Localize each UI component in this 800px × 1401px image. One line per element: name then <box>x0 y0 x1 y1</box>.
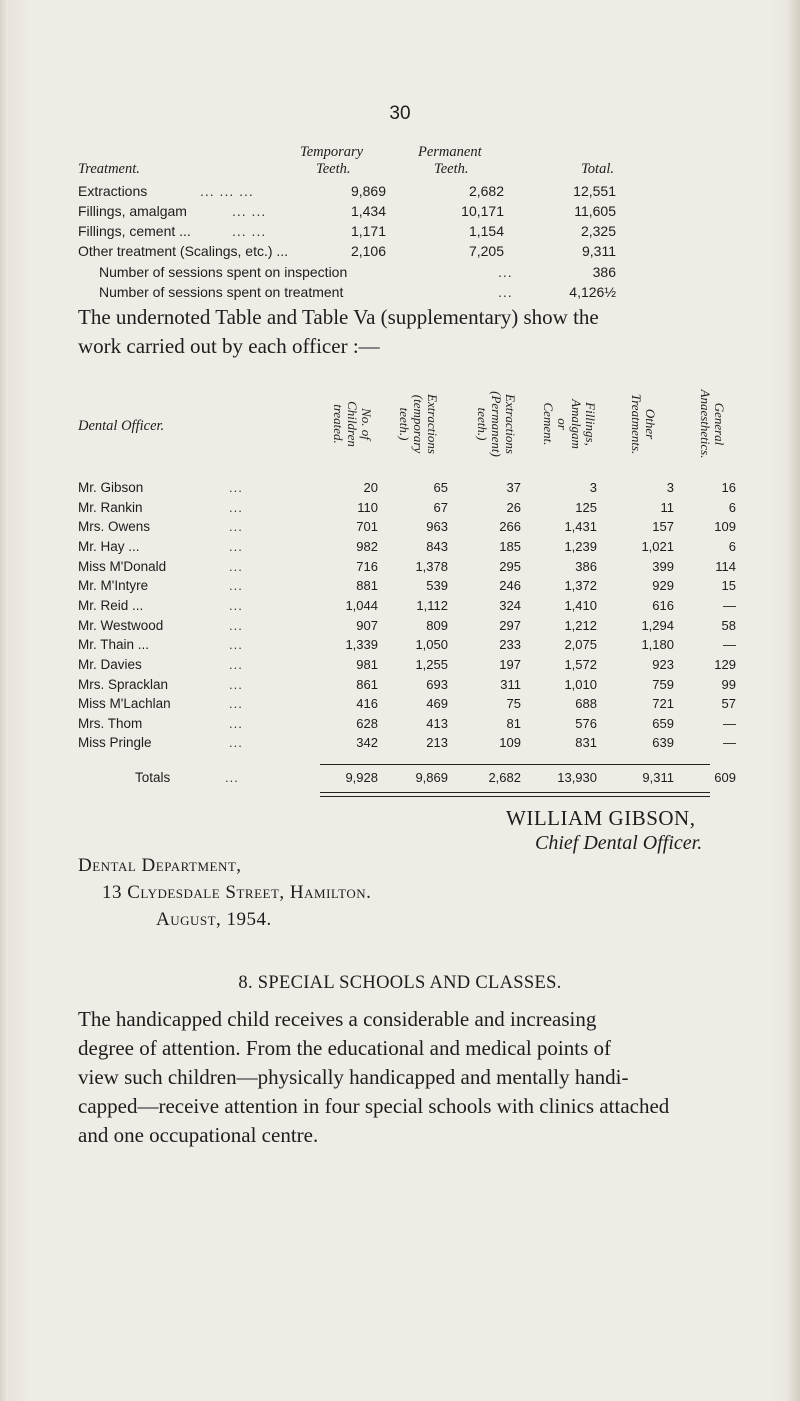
officer-row-dots: ... <box>229 677 243 692</box>
officer-row-dots: ... <box>229 519 243 534</box>
officer-row-value: 639 <box>652 735 674 750</box>
section-paragraph-line: view such children—physically handicapped and mentally handi- <box>78 1065 629 1089</box>
summary-permanent-value: 7,205 <box>468 243 504 259</box>
officer-row-value: 2,075 <box>564 637 597 652</box>
officer-row-name: Mr. Westwood <box>78 618 164 633</box>
summary-total-value: 12,551 <box>573 183 616 199</box>
officer-row-value: 157 <box>652 519 674 534</box>
officer-row-dots: ... <box>229 618 243 633</box>
officer-row-value: 616 <box>652 598 674 613</box>
summary-row-label: Fillings, cement ... <box>78 223 191 239</box>
officer-row-value: 16 <box>721 480 736 495</box>
officer-row-value: 3 <box>589 480 597 495</box>
officer-row-dots: ... <box>229 500 243 515</box>
section-paragraph-line: capped—receive attention in four special schools with clinics attached <box>78 1094 670 1118</box>
column-header <box>629 388 657 460</box>
officer-row-value: 99 <box>721 677 736 692</box>
officer-row-value: 1,021 <box>641 539 674 554</box>
officer-row-value: 1,180 <box>641 637 674 652</box>
officer-row-dots: ... <box>229 696 243 711</box>
officer-row-dots: ... <box>229 716 243 731</box>
officer-row-value: — <box>723 735 736 750</box>
totals-top-rule <box>320 764 710 765</box>
officer-row-value: 75 <box>506 696 521 711</box>
officer-row-value: 1,339 <box>345 637 378 652</box>
column-header-line: Amalgam <box>569 399 584 449</box>
officer-row-value: 1,410 <box>564 598 597 613</box>
officer-row-dots: ... <box>229 480 243 495</box>
officer-row-value: 185 <box>499 539 521 554</box>
officer-row-name: Mrs. Owens <box>78 519 151 534</box>
header-treatment: Treatment. <box>78 161 140 177</box>
officer-row-name: Mr. Hay ... <box>78 539 140 554</box>
column-header-line: Extractions <box>503 394 518 454</box>
totals-value: 609 <box>714 770 736 785</box>
officer-row-dots: ... <box>229 657 243 672</box>
officer-row-name: Mr. M'Intyre <box>78 578 149 593</box>
officer-row-value: 1,572 <box>564 657 597 672</box>
officer-row-value: 701 <box>356 519 378 534</box>
column-header <box>475 388 517 460</box>
officer-row-value: 843 <box>426 539 448 554</box>
signature-name: WILLIAM GIBSON, <box>506 806 696 830</box>
officer-row-value: 881 <box>356 578 378 593</box>
officer-row-value: 11 <box>660 500 674 515</box>
report-date: August, 1954. <box>156 909 272 930</box>
section-paragraph-line: degree of attention. From the educational and medical points of <box>78 1036 611 1060</box>
header-temporary-top: Temporary <box>300 144 364 160</box>
officer-row-value: 1,294 <box>641 618 674 633</box>
summary-permanent-value: 2,682 <box>468 183 504 199</box>
officer-row-name: Mr. Thain ... <box>78 637 150 652</box>
officer-row-value: — <box>723 716 736 731</box>
officer-row-value: 324 <box>499 598 521 613</box>
column-header <box>698 388 726 460</box>
officer-row-value: 399 <box>652 559 674 574</box>
summary-row-dots: ... ... <box>232 223 267 239</box>
section-paragraph-line: The handicapped child receives a considerable and increasing <box>78 1007 597 1031</box>
officer-row-value: 109 <box>499 735 521 750</box>
officer-row-value: 416 <box>356 696 378 711</box>
summary-row-dots: ... ... ... <box>200 183 254 199</box>
officer-row-name: Mr. Davies <box>78 657 142 672</box>
column-header-line: treated. <box>331 404 346 444</box>
officer-row-value: — <box>723 598 736 613</box>
officer-row-value: 67 <box>433 500 448 515</box>
totals-dots: ... <box>225 770 239 785</box>
summary-temporary-value: 1,171 <box>350 223 386 239</box>
officer-row-dots: ... <box>229 559 243 574</box>
section-paragraph-line: and one occupational centre. <box>78 1123 319 1147</box>
summary-row-label: Extractions <box>78 183 148 199</box>
officer-row-value: 6 <box>728 539 736 554</box>
column-header-line: or <box>555 418 570 430</box>
session-dots: ... <box>498 264 513 280</box>
officer-row-value: 923 <box>652 657 674 672</box>
officer-row-value: 125 <box>575 500 597 515</box>
officer-row-value: 297 <box>499 618 521 633</box>
officer-row-value: 929 <box>652 578 674 593</box>
column-header-line: Extractions <box>425 394 440 454</box>
officer-row-value: 1,431 <box>564 519 597 534</box>
column-header-line: teeth.) <box>475 407 490 441</box>
officer-row-dots: ... <box>229 637 243 652</box>
officer-row-value: 342 <box>356 735 378 750</box>
intro-line-1: The undernoted Table and Table Va (supplementary) show the <box>78 305 599 329</box>
header-dental-officer: Dental Officer. <box>78 418 165 434</box>
officer-row-value: 1,372 <box>564 578 597 593</box>
summary-total-value: 9,311 <box>582 243 616 259</box>
column-header-line: Children <box>345 401 360 447</box>
totals-name: Totals <box>135 770 171 785</box>
officer-row-name: Mrs. Spracklan <box>78 677 169 692</box>
officer-row-value: 759 <box>652 677 674 692</box>
officer-row-value: — <box>723 637 736 652</box>
column-header <box>541 388 597 460</box>
officer-row-value: 1,255 <box>415 657 448 672</box>
session-label: Number of sessions spent on treatment <box>99 284 344 300</box>
officer-row-value: 129 <box>714 657 736 672</box>
officer-row-name: Miss Pringle <box>78 735 152 750</box>
officer-row-value: 809 <box>426 618 448 633</box>
header-permanent-bottom: Teeth. <box>434 161 469 177</box>
officer-row-value: 576 <box>575 716 597 731</box>
officer-row-name: Mr. Reid ... <box>78 598 144 613</box>
summary-total-value: 11,605 <box>574 203 616 219</box>
officer-row-value: 628 <box>356 716 378 731</box>
officer-row-value: 110 <box>357 500 378 515</box>
column-header-line: Fillings, <box>583 402 598 446</box>
officer-row-value: 65 <box>433 480 448 495</box>
officer-row-value: 539 <box>426 578 448 593</box>
officer-row-value: 311 <box>500 677 521 692</box>
totals-value: 9,928 <box>345 770 378 785</box>
officer-row-value: 861 <box>356 677 378 692</box>
officer-row-value: 58 <box>721 618 736 633</box>
column-header-line: Treatments. <box>629 393 644 455</box>
column-header <box>397 388 439 460</box>
officer-row-value: 109 <box>714 519 736 534</box>
summary-temporary-value: 1,434 <box>350 203 386 219</box>
summary-temporary-value: 9,869 <box>350 183 386 199</box>
intro-line-2: work carried out by each officer :— <box>78 334 380 358</box>
column-header-line: teeth.) <box>397 407 412 441</box>
signature-title: Chief Dental Officer. <box>535 832 703 854</box>
officer-row-value: 1,212 <box>564 618 597 633</box>
officer-row-value: 1,239 <box>564 539 597 554</box>
officer-row-value: 413 <box>426 716 448 731</box>
department-address: 13 Clydesdale Street, Hamilton. <box>102 882 372 903</box>
officer-row-name: Mr. Rankin <box>78 500 143 515</box>
page-right-edge <box>786 0 800 1401</box>
officer-row-value: 659 <box>652 716 674 731</box>
officer-row-name: Miss M'Lachlan <box>78 696 171 711</box>
officer-row-value: 688 <box>575 696 597 711</box>
summary-row-dots: ... ... <box>232 203 267 219</box>
officer-row-value: 197 <box>499 657 521 672</box>
session-label: Number of sessions spent on inspection <box>99 264 348 280</box>
summary-permanent-value: 1,154 <box>468 223 504 239</box>
officer-row-value: 81 <box>506 716 521 731</box>
officer-row-value: 1,010 <box>564 677 597 692</box>
officer-row-value: 6 <box>728 500 736 515</box>
page-number: 30 <box>389 103 411 124</box>
officer-row-value: 213 <box>426 735 448 750</box>
officer-row-value: 982 <box>356 539 378 554</box>
officer-row-value: 981 <box>356 657 378 672</box>
officer-row-value: 37 <box>506 480 521 495</box>
officer-row-value: 469 <box>426 696 448 711</box>
department-name: Dental Department, <box>78 855 242 876</box>
officer-row-value: 963 <box>426 519 448 534</box>
officer-row-value: 907 <box>356 618 378 633</box>
officer-row-value: 20 <box>363 480 378 495</box>
column-header-line: (Permanent) <box>489 391 504 457</box>
column-header-line: (temporary <box>411 394 426 454</box>
column-header-line: Anaesthetics. <box>698 389 713 459</box>
summary-row-label: Other treatment (Scalings, etc.) ... <box>78 243 289 259</box>
officer-row-value: 1,044 <box>345 598 378 613</box>
session-value: 386 <box>592 264 616 280</box>
officer-row-value: 3 <box>666 480 674 495</box>
page-left-edge <box>0 0 8 1401</box>
officer-row-name: Mr. Gibson <box>78 480 144 495</box>
officer-row-dots: ... <box>229 578 243 593</box>
column-header-line: Other <box>643 408 658 440</box>
totals-value: 9,311 <box>642 770 674 785</box>
officer-row-value: 295 <box>499 559 521 574</box>
officer-row-value: 1,378 <box>415 559 448 574</box>
officer-row-value: 1,050 <box>415 637 448 652</box>
officer-row-value: 266 <box>499 519 521 534</box>
totals-bottom-rule <box>320 792 710 797</box>
summary-total-value: 2,325 <box>580 223 616 239</box>
officer-row-value: 26 <box>506 500 521 515</box>
session-value: 4,126½ <box>569 284 616 300</box>
column-header-line: No. of <box>359 408 374 440</box>
summary-row-label: Fillings, amalgam <box>78 203 187 219</box>
officer-row-value: 114 <box>715 559 736 574</box>
officer-row-value: 831 <box>575 735 597 750</box>
officer-row-name: Miss M'Donald <box>78 559 167 574</box>
officer-row-value: 246 <box>499 578 521 593</box>
officer-row-value: 233 <box>499 637 521 652</box>
officer-row-value: 57 <box>721 696 736 711</box>
officer-row-dots: ... <box>229 735 243 750</box>
officer-row-value: 721 <box>652 696 674 711</box>
totals-value: 13,930 <box>557 770 597 785</box>
officer-row-name: Mrs. Thom <box>78 716 143 731</box>
section-heading: 8. SPECIAL SCHOOLS AND CLASSES. <box>238 973 562 993</box>
column-header <box>331 388 373 460</box>
officer-row-dots: ... <box>229 598 243 613</box>
officer-row-value: 1,112 <box>416 598 448 613</box>
officer-row-dots: ... <box>229 539 243 554</box>
header-permanent-top: Permanent <box>418 144 482 160</box>
officer-row-value: 716 <box>356 559 378 574</box>
session-dots: ... <box>498 284 513 300</box>
column-header-line: General <box>712 402 727 446</box>
header-total: Total. <box>581 161 614 177</box>
summary-temporary-value: 2,106 <box>350 243 386 259</box>
officer-row-value: 15 <box>721 578 736 593</box>
column-header-line: Cement. <box>541 402 556 446</box>
officer-row-value: 693 <box>426 677 448 692</box>
header-temporary-bottom: Teeth. <box>316 161 351 177</box>
officer-row-value: 386 <box>575 559 597 574</box>
summary-permanent-value: 10,171 <box>461 203 504 219</box>
totals-value: 9,869 <box>415 770 448 785</box>
totals-value: 2,682 <box>488 770 521 785</box>
